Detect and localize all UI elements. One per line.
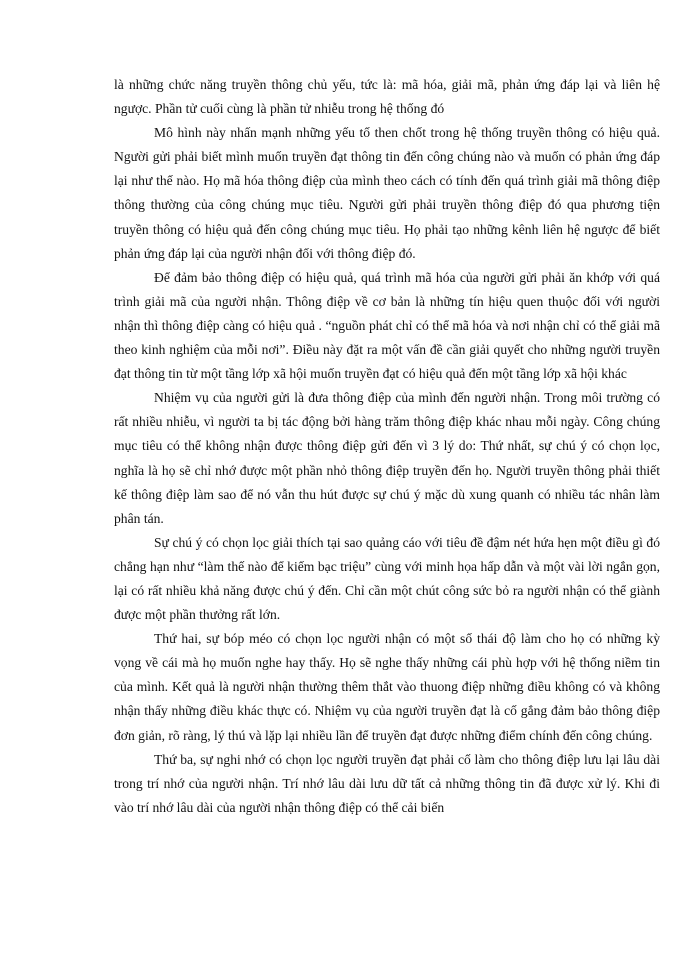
paragraph-selective-retention: Thứ ba, sự nghi nhớ có chọn lọc người truyền đạt phải cố làm cho thông điệp lưu lại lâu dài trong trí nhớ của người nhận. Trí nhớ lâu dài lưu dữ tất cả những thông tin đã được xử lý. Khi đi vào trí nhớ lâu dài của người nhận thông điệp có thể cải biến: [114, 751, 660, 815]
paragraph-selective-distortion: Thứ hai, sự bóp méo có chọn lọc người nhận có một số thái độ làm cho họ có những kỳ vọng về cái mà họ muốn nghe hay thấy. Họ sẽ nghe thấy những cái phù hợp với hệ thống niềm tin của mình. Kết quả là người nhận thường thêm thắt vào thuong điệp những điều không có và không nhận thấy những điều khác thực có. Nhiệm vụ của người truyền đạt là cố gắng đảm bảo thông điệp đơn giản, rõ ràng, lý thú và lặp lại nhiều lần để truyền đạt được những điểm chính đến công chúng.: [114, 631, 660, 743]
body-text: [114, 73, 660, 820]
paragraph-model-emphasis: Mô hình này nhấn mạnh những yếu tố then chốt trong hệ thống truyền thông có hiệu quả. Người gửi phải biết mình muốn truyền đạt thông tin đến công chúng nào và muốn có phản ứng đáp lại như thế nào. Họ mã hóa thông điệp của mình theo cách có tính đến quá trình giải mã thông điệp thông thường của công chúng mục tiêu. Người gửi phải truyền thông điệp đó qua phương tiện truyền thông có hiệu quả đến công chúng mục tiêu. Họ phải tạo những kênh liên hệ ngược để biết phản ứng đáp lại của người nhận đối với thông điệp đó.: [114, 125, 660, 261]
paragraph-selective-attention: Sự chú ý có chọn lọc giải thích tại sao quảng cáo với tiêu đề đậm nét hứa hẹn một điều gì đó chẳng hạn như “làm thế nào để kiếm bạc triệu” cùng với minh họa hấp dẫn và một vài lời ngắn gọn, lại có rất nhiều khả năng được chú ý đến. Chỉ cần một chút công sức bỏ ra người nhận có thể giành được một phần thưởng rất lớn.: [114, 534, 660, 623]
paragraph-sender-task: Nhiệm vụ của người gửi là đưa thông điệp của mình đến người nhận. Trong môi trường có rất nhiều nhiễu, vì người ta bị tác động bởi hàng trăm thông điệp khác nhau mỗi ngày. Công chúng mục tiêu có thể không nhận được thông điệp gửi đến vì 3 lý do: Thứ nhất, sự chú ý có chọn lọc, nghĩa là họ sẽ chỉ nhớ được một phần nhỏ thông điệp truyền đến họ. Người truyền thông phải thiết kế thông điệp làm sao để nó vẫn thu hút được sự chú ý mặc dù xung quanh có nhiều tác nhân làm phân tán.: [114, 390, 660, 526]
paragraph-encoding-decoding: Để đảm bảo thông điệp có hiệu quả, quá trình mã hóa của người gửi phải ăn khớp với quá trình giải mã của người nhận. Thông điệp về cơ bản là những tín hiệu quen thuộc đối với người nhận thì thông điệp càng có hiệu quả . “nguồn phát chỉ có thể mã hóa và nơi nhận chỉ có thể giải mã theo kinh nghiệm của mỗi nơi”. Điều này đặt ra một vấn đề cần giải quyết cho những người truyền đạt thông tin từ một tầng lớp xã hội muốn truyền đạt có hiệu quả đến một tầng lớp xã hội khác: [114, 269, 660, 382]
paragraph-continuation: là những chức năng truyền thông chủ yếu, tức là: mã hóa, giải mã, phản ứng đáp lại và liên hệ ngược. Phần tử cuối cùng là phần tử nhiễu trong hệ thống đó: [114, 77, 660, 117]
